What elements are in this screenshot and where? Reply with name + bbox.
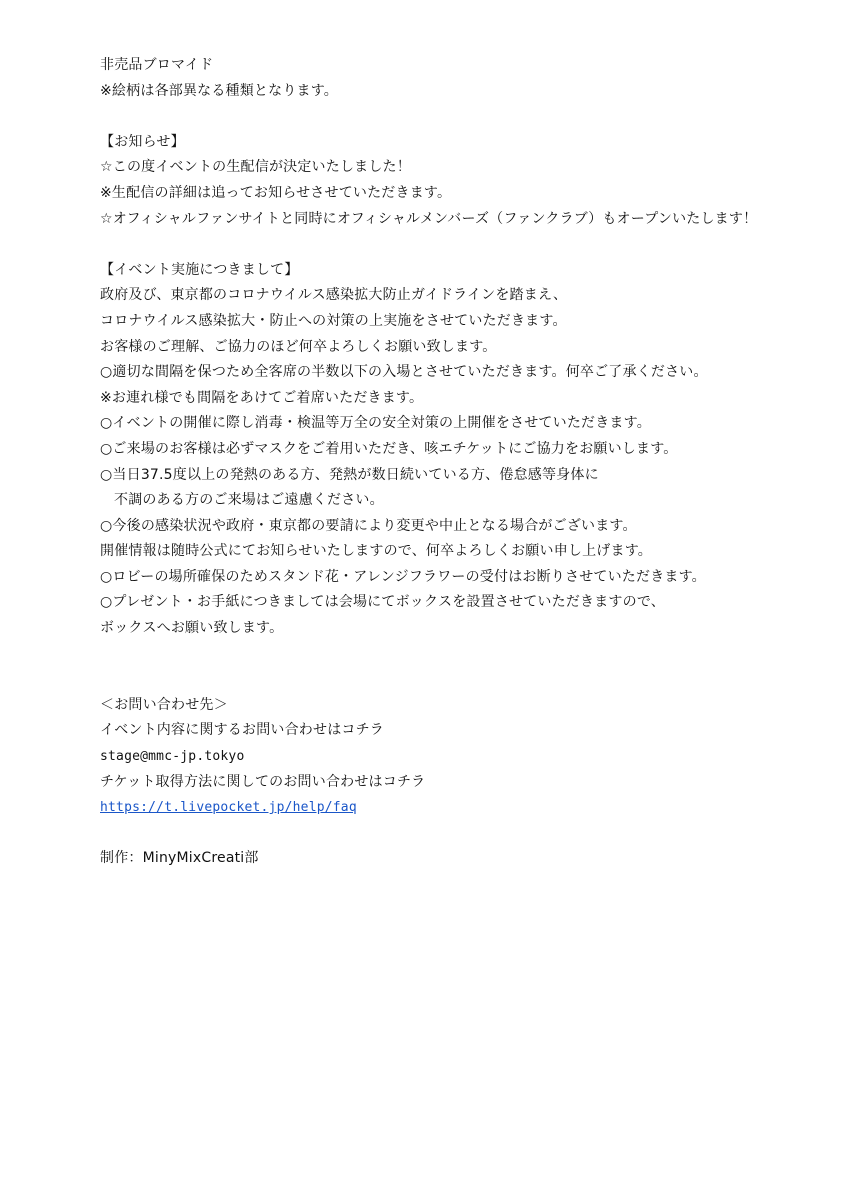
notice-heading: 【お知らせ】: [100, 133, 185, 150]
event-policy-line: ※お連れ様でも間隔をあけてご着席いただきます。: [100, 389, 424, 406]
notice-item: ☆この度イベントの生配信が決定いたしました！: [100, 159, 411, 176]
event-policy-line: ○ご来場のお客様は必ずマスクをご着用いただき、咳エチケットにご協力をお願いします。: [100, 440, 678, 457]
goods-bromide: 非売品ブロマイド: [100, 57, 214, 73]
spacer: [100, 104, 820, 130]
event-policy-line: ○当日37.5度以上の発熱のある方、発熱が数日続いている方、倦怠感等身体に: [100, 466, 599, 483]
event-policy-line: ○ロビーの場所確保のためスタンド花・アレンジフラワーの受付はお断りさせていただきます。: [100, 568, 706, 585]
notice-item: ☆オフィシャルファンサイトと同時にオフィシャルメンバーズ（ファンクラブ）もオープンいたします！: [100, 210, 758, 227]
goods-note: ※絵柄は各部異なる種類となります。: [100, 82, 339, 99]
document-body: [100, 53, 820, 872]
spacer: [100, 232, 820, 258]
event-policy-line: 開催情報は随時公式にてお知らせいたしますので、何卒よろしくお願い申し上げます。: [100, 543, 652, 560]
event-policy-line: ○イベントの開催に際し消毒・検温等万全の安全対策の上開催をさせていただきます。: [100, 415, 651, 432]
event-policy-line: ボックスへお願い致します。: [100, 620, 284, 637]
event-policy-line: ○プレゼント・お手紙につきましては会場にてボックスを設置させていただきますので、: [100, 594, 665, 611]
event-policy-line: ○今後の感染状況や政府・東京都の要請により変更や中止となる場合がございます。: [100, 517, 637, 534]
contact-event-email[interactable]: stage@mmc-jp.tokyo: [100, 749, 245, 765]
notice-item: ※生配信の詳細は追ってお知らせさせていただきます。: [100, 184, 452, 201]
event-policy-line: 不調のある方のご来場はご遠慮ください。: [114, 492, 384, 509]
event-policy-line: コロナウイルス感染拡大・防止への対策の上実施をさせていただきます。: [100, 312, 567, 329]
spacer: [100, 642, 820, 693]
spacer: [100, 821, 820, 847]
ticket-faq-link[interactable]: https://t.livepocket.jp/help/faq: [100, 800, 357, 816]
event-policy-heading: 【イベント実施につきまして】: [100, 261, 299, 278]
event-policy-line: 政府及び、東京都のコロナウイルス感染拡大防止ガイドラインを踏まえ、: [100, 287, 568, 304]
event-policy-line: ○適切な間隔を保つため全客席の半数以下の入場とさせていただきます。何卒ご了承ください。: [100, 364, 708, 381]
contact-ticket-label: チケット取得方法に関してのお問い合わせはコチラ: [100, 773, 426, 790]
contact-heading: ＜お問い合わせ先＞: [100, 696, 228, 713]
event-policy-line: お客様のご理解、ご協力のほど何卒よろしくお願い致します。: [100, 338, 497, 355]
contact-event-label: イベント内容に関するお問い合わせはコチラ: [100, 722, 384, 739]
production-credit: 制作：MinyMixCreati部: [100, 850, 259, 867]
